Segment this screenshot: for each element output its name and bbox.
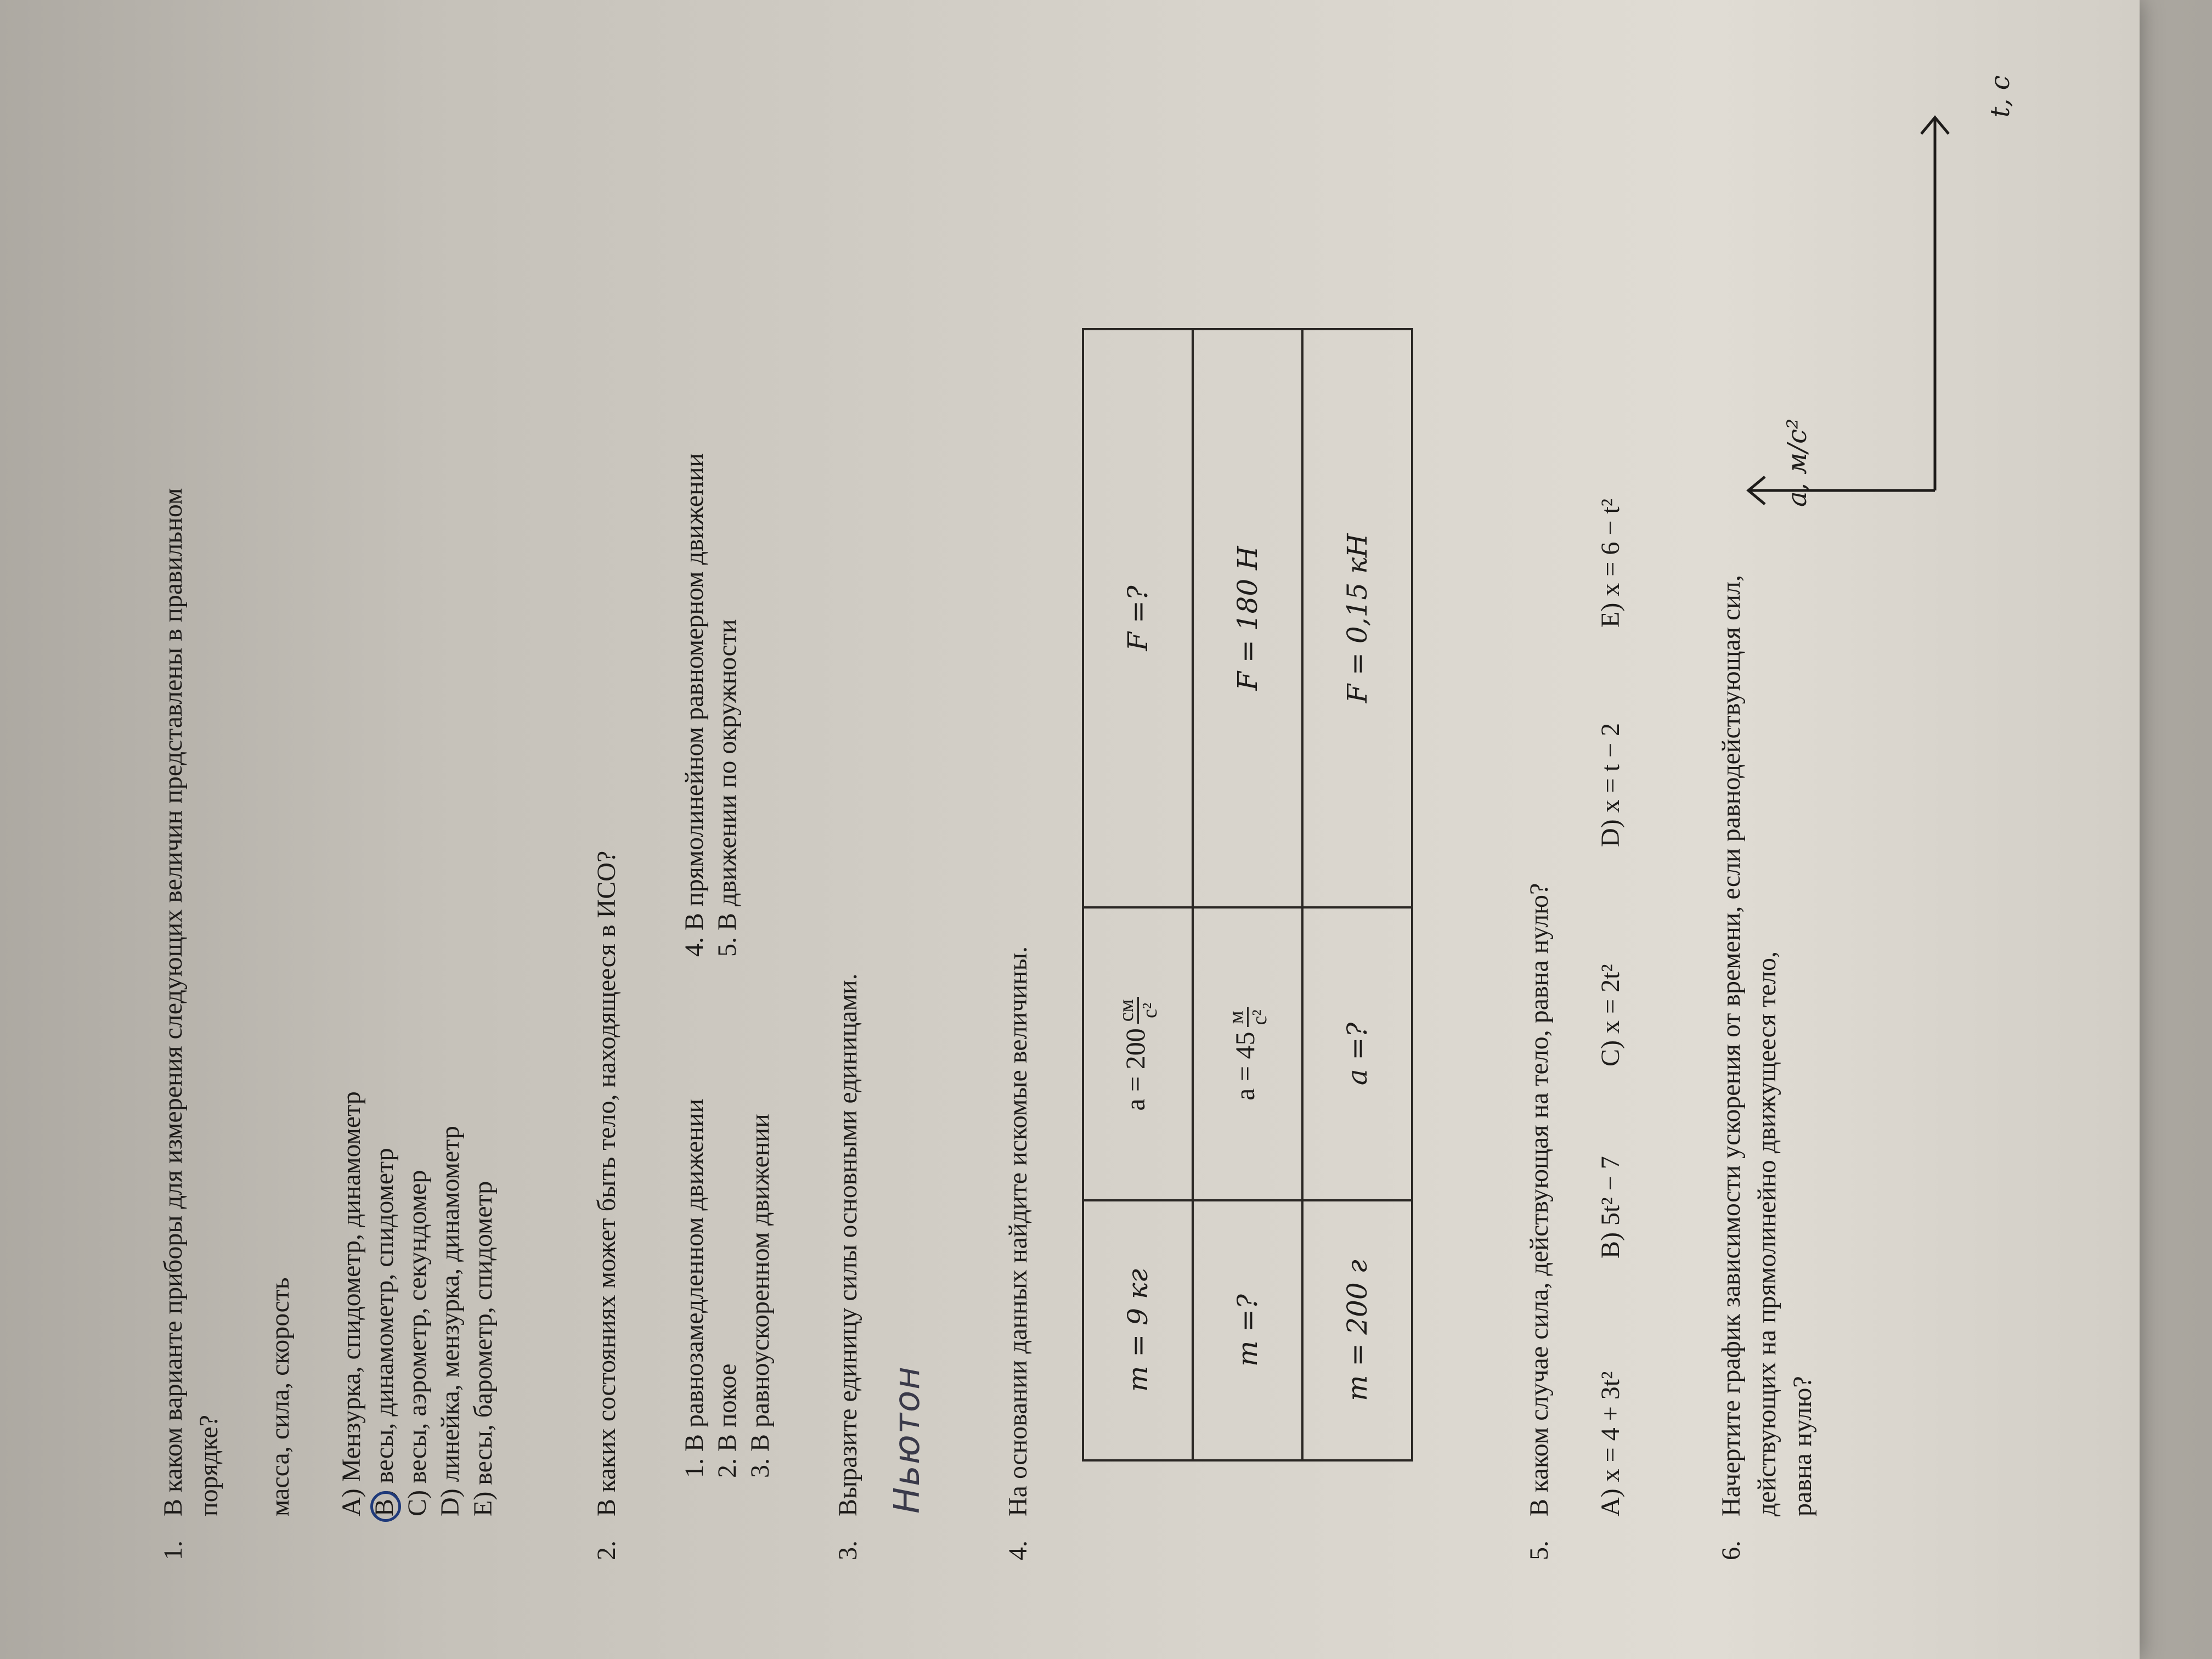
- y-axis-label: a, м/с²: [1782, 418, 1813, 507]
- q1-option-d: D) линейка, мензурка, динамометр: [436, 1126, 465, 1516]
- q4-text: На основании данных найдите искомые величины.: [1003, 946, 1032, 1516]
- table-cell-force: F =?: [1083, 329, 1193, 907]
- q2-text: В каких состояниях может быть тело, находящееся в ИСО?: [592, 850, 621, 1516]
- table-row: [1193, 329, 1302, 1460]
- x-axis-label: t, с: [1985, 75, 2016, 117]
- q1-quantities: масса, сила, скорость: [266, 1277, 295, 1516]
- q5-option-a: A) x = 4 + 3t²: [1596, 1371, 1625, 1516]
- q2-option-5: 5. В движении по окружности: [713, 619, 742, 957]
- table-cell-acceleration: a = 45 м с²: [1193, 907, 1302, 1200]
- q1-text-line2: порядке?: [194, 1415, 223, 1516]
- q5-number: 5.: [1525, 1541, 1554, 1560]
- q2-option-2: 2. В покое: [713, 1363, 742, 1478]
- q5-option-b: B) 5t² − 7: [1596, 1156, 1625, 1259]
- q1-option-a: A) Мензурка, спидометр, динамометр: [337, 1091, 366, 1516]
- table-cell-mass: m =?: [1193, 1200, 1302, 1460]
- q5-option-d: D) x = t − 2: [1596, 723, 1625, 847]
- q1-option-b: B) весы, динамометр, спидометр: [370, 1148, 399, 1516]
- table-cell-force: F = 180 Н: [1193, 329, 1302, 907]
- q5-option-e: E) x = 6 − t²: [1596, 498, 1625, 628]
- q2-option-1: 1. В равнозамедленном движении: [680, 1098, 709, 1478]
- q3-handwritten-answer: Ньютон: [887, 1365, 928, 1514]
- q3-text: Выразите единицу силы основными единицами.: [833, 973, 862, 1516]
- q4-data-table: [1082, 328, 1413, 1462]
- q4-number: 4.: [1003, 1541, 1032, 1560]
- table-cell-acceleration: a = 200 см с²: [1083, 907, 1193, 1200]
- q6-number: 6.: [1717, 1541, 1746, 1560]
- q5-option-c: C) x = 2t²: [1596, 964, 1625, 1066]
- table-cell-acceleration: a =?: [1302, 907, 1412, 1200]
- q2-option-3: 3. В равноускоренном движении: [746, 1114, 775, 1478]
- pen-circle-mark: [370, 1491, 401, 1522]
- q6-text-line2: действующих на прямолинейно движущееся тело,: [1752, 951, 1781, 1516]
- worksheet-page: [37, 0, 2176, 1659]
- table-cell-mass: m = 9 кг: [1083, 1200, 1193, 1460]
- q2-number: 2.: [592, 1541, 621, 1560]
- q1-number: 1.: [159, 1541, 188, 1560]
- table-cell-mass: m = 200 г: [1302, 1200, 1412, 1460]
- q1-option-c: C) весы, аэрометр, секундомер: [403, 1170, 432, 1516]
- q1-text-line1: В каком варианте приборы для измерения следующих величин представлены в правильном: [159, 488, 188, 1516]
- q5-text: В каком случае сила, действующая на тело, равна нулю?: [1525, 883, 1554, 1516]
- q6-text-line1: Начертите график зависимости ускорения от времени, если равнодействующая сил,: [1717, 575, 1746, 1516]
- table-row: [1302, 329, 1412, 1460]
- graph-axes: [1737, 95, 2067, 534]
- table-row: [1083, 329, 1193, 1460]
- q3-number: 3.: [833, 1541, 862, 1560]
- q1-option-e: E) весы, барометр, спидометр: [469, 1181, 498, 1516]
- q6-text-line3: равна нулю?: [1788, 1376, 1817, 1516]
- q2-option-4: 4. В прямолинейном равномерном движении: [680, 453, 709, 957]
- table-cell-force: F = 0,15 кН: [1302, 329, 1412, 907]
